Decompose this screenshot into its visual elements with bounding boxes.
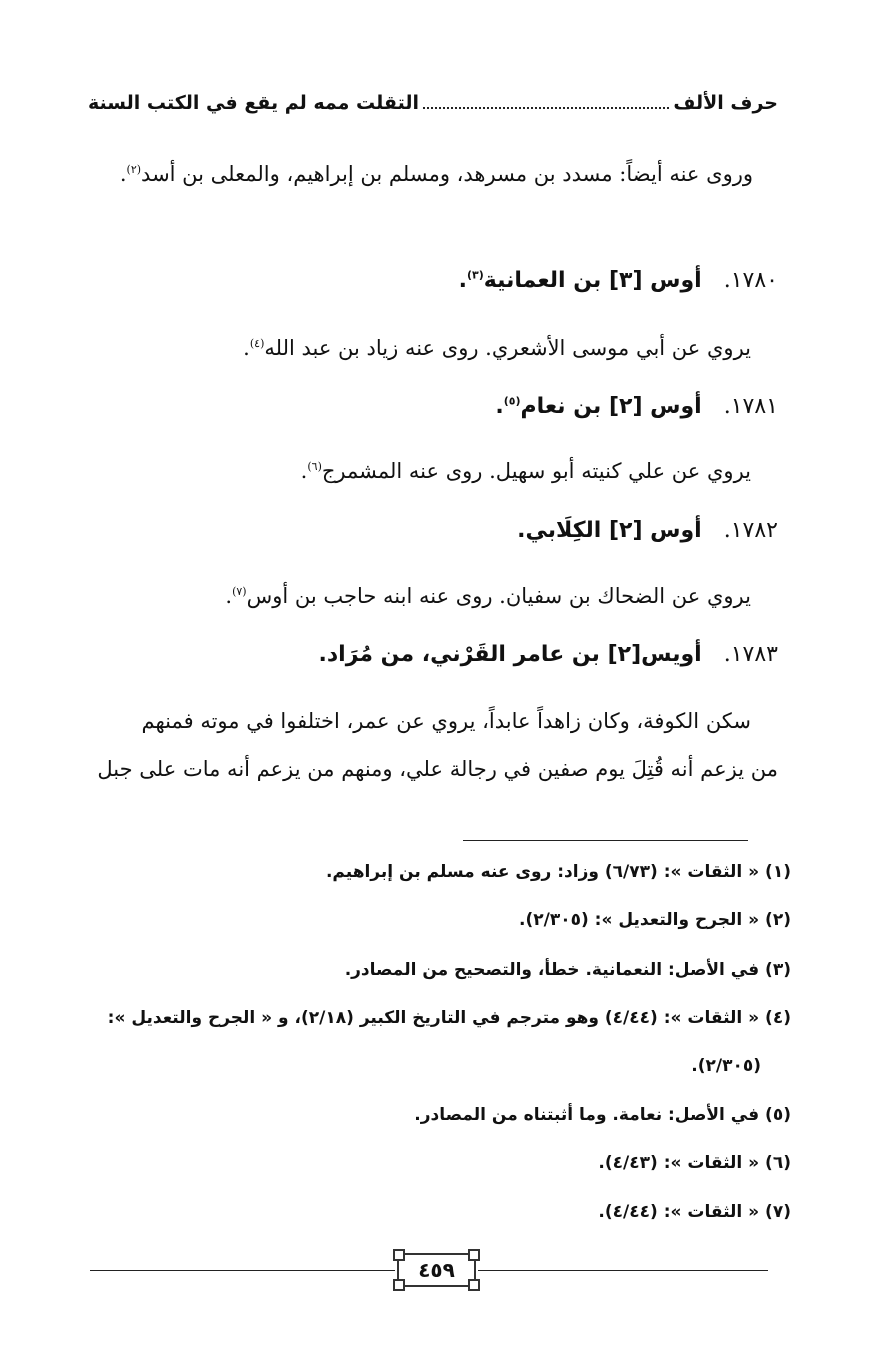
footnote: (٦) « الثقات »: (٤/٤٣). xyxy=(598,1153,791,1173)
body-text: يروي عن أبي موسى الأشعري. روى عنه زياد بن عبد الله xyxy=(264,336,751,360)
entry-text xyxy=(97,753,778,785)
footnote: (٧) « الثقات »: (٤/٤٤). xyxy=(598,1202,791,1222)
page-number-box xyxy=(397,1253,476,1287)
entry-heading: ١٧٨٠.أوس [٣] بن العمانية$^{(٣)}$. xyxy=(458,268,778,293)
ornament-corner xyxy=(468,1249,480,1261)
entry-name: أوس [٢] بن نعام xyxy=(520,394,702,419)
body-line: وروى عنه أيضاً: مسدد بن مسرهد، ومسلم بن إبراهيم، والمعلى بن أسد$^{(٢)}$. xyxy=(119,162,753,186)
footnote: (٣) في الأصل: النعمانية. خطأ، والتصحيح من المصادر. xyxy=(344,960,791,980)
entry-name: أوس [٣] بن العمانية xyxy=(483,268,702,293)
footnote-ref: (٣) xyxy=(466,268,484,282)
entry-number: ١٧٨٠. xyxy=(723,268,778,293)
footnote-separator xyxy=(463,840,748,841)
entry-text: يروي عن الضحاك بن سفيان. روى عنه ابنه حاجب بن أوس$^{(٧)}$. xyxy=(225,584,751,608)
footnote: (٢) « الجرح والتعديل »: (٢/٣٠٥). xyxy=(519,910,791,930)
ornament-corner xyxy=(393,1279,405,1291)
footer-rule xyxy=(90,1270,395,1271)
entry-name: أوس [٢] الكِلَابي. xyxy=(517,518,702,543)
footnote-ref: (٥) xyxy=(503,394,521,408)
entry-number: ١٧٨٢. xyxy=(723,518,778,543)
body-text: يروي عن علي كنيته أبو سهيل. روى عنه المشمرج xyxy=(321,459,751,483)
footer-rule xyxy=(478,1270,768,1271)
footnote-ref: (٤) xyxy=(249,337,265,350)
footnote: (١) « الثقات »: (٦/٧٣) وزاد: روى عنه مسلم بن إبراهيم. xyxy=(325,862,791,882)
footnote-continuation: (٢/٣٠٥). xyxy=(691,1056,761,1076)
header-dot-leader xyxy=(423,93,669,109)
entry-name: أويس[٢] بن عامر القَرْني، من مُرَاد. xyxy=(318,642,702,667)
footnote: (٥) في الأصل: نعامة. وما أثبتناه من المصادر. xyxy=(414,1105,791,1125)
entry-heading: ١٧٨١.أوس [٢] بن نعام$^{(٥)}$. xyxy=(495,394,778,419)
body-text: سكن الكوفة، وكان زاهداً عابداً، يروي عن عمر، اختلفوا في موته فمنهم xyxy=(141,709,751,733)
entry-number: ١٧٨١. xyxy=(723,394,778,419)
body-text: من يزعم أنه قُتِلَ يوم صفين في رجالة علي، ومنهم من يزعم أنه مات على جبل xyxy=(97,757,778,781)
footnote-ref: (٦) xyxy=(307,460,322,473)
ornament-corner xyxy=(393,1249,405,1261)
entry-text: يروي عن أبي موسى الأشعري. روى عنه زياد بن عبد الله$^{(٤)}$. xyxy=(243,336,751,360)
entry-heading xyxy=(319,642,778,667)
entry-text xyxy=(141,705,751,737)
footnote: (٤) « الثقات »: (٤/٤٤) وهو مترجم في التاريخ الكبير (٢/١٨)، و « الجرح والتعديل »: xyxy=(107,1008,791,1028)
body-text: وروى عنه أيضاً: مسدد بن مسرهد، ومسلم بن إبراهيم، والمعلى بن أسد xyxy=(141,162,753,186)
entry-number: ١٧٨٣. xyxy=(723,642,778,667)
running-header xyxy=(88,92,778,128)
entry-heading xyxy=(517,518,778,543)
body-text: يروي عن الضحاك بن سفيان. روى عنه ابنه حاجب بن أوس xyxy=(246,584,751,608)
entry-text: يروي عن علي كنيته أبو سهيل. روى عنه المشمرج$^{(٦)}$. xyxy=(300,459,751,483)
header-book-title: التقلت ممه لم يقع في الكتب السنة xyxy=(88,92,419,114)
header-chapter-title: حرف الألف xyxy=(673,92,778,114)
footnote-ref: (٢) xyxy=(126,163,142,176)
page-number: ٤٥٩ xyxy=(418,1258,455,1282)
footnote-ref: (٧) xyxy=(232,585,247,598)
ornament-corner xyxy=(468,1279,480,1291)
